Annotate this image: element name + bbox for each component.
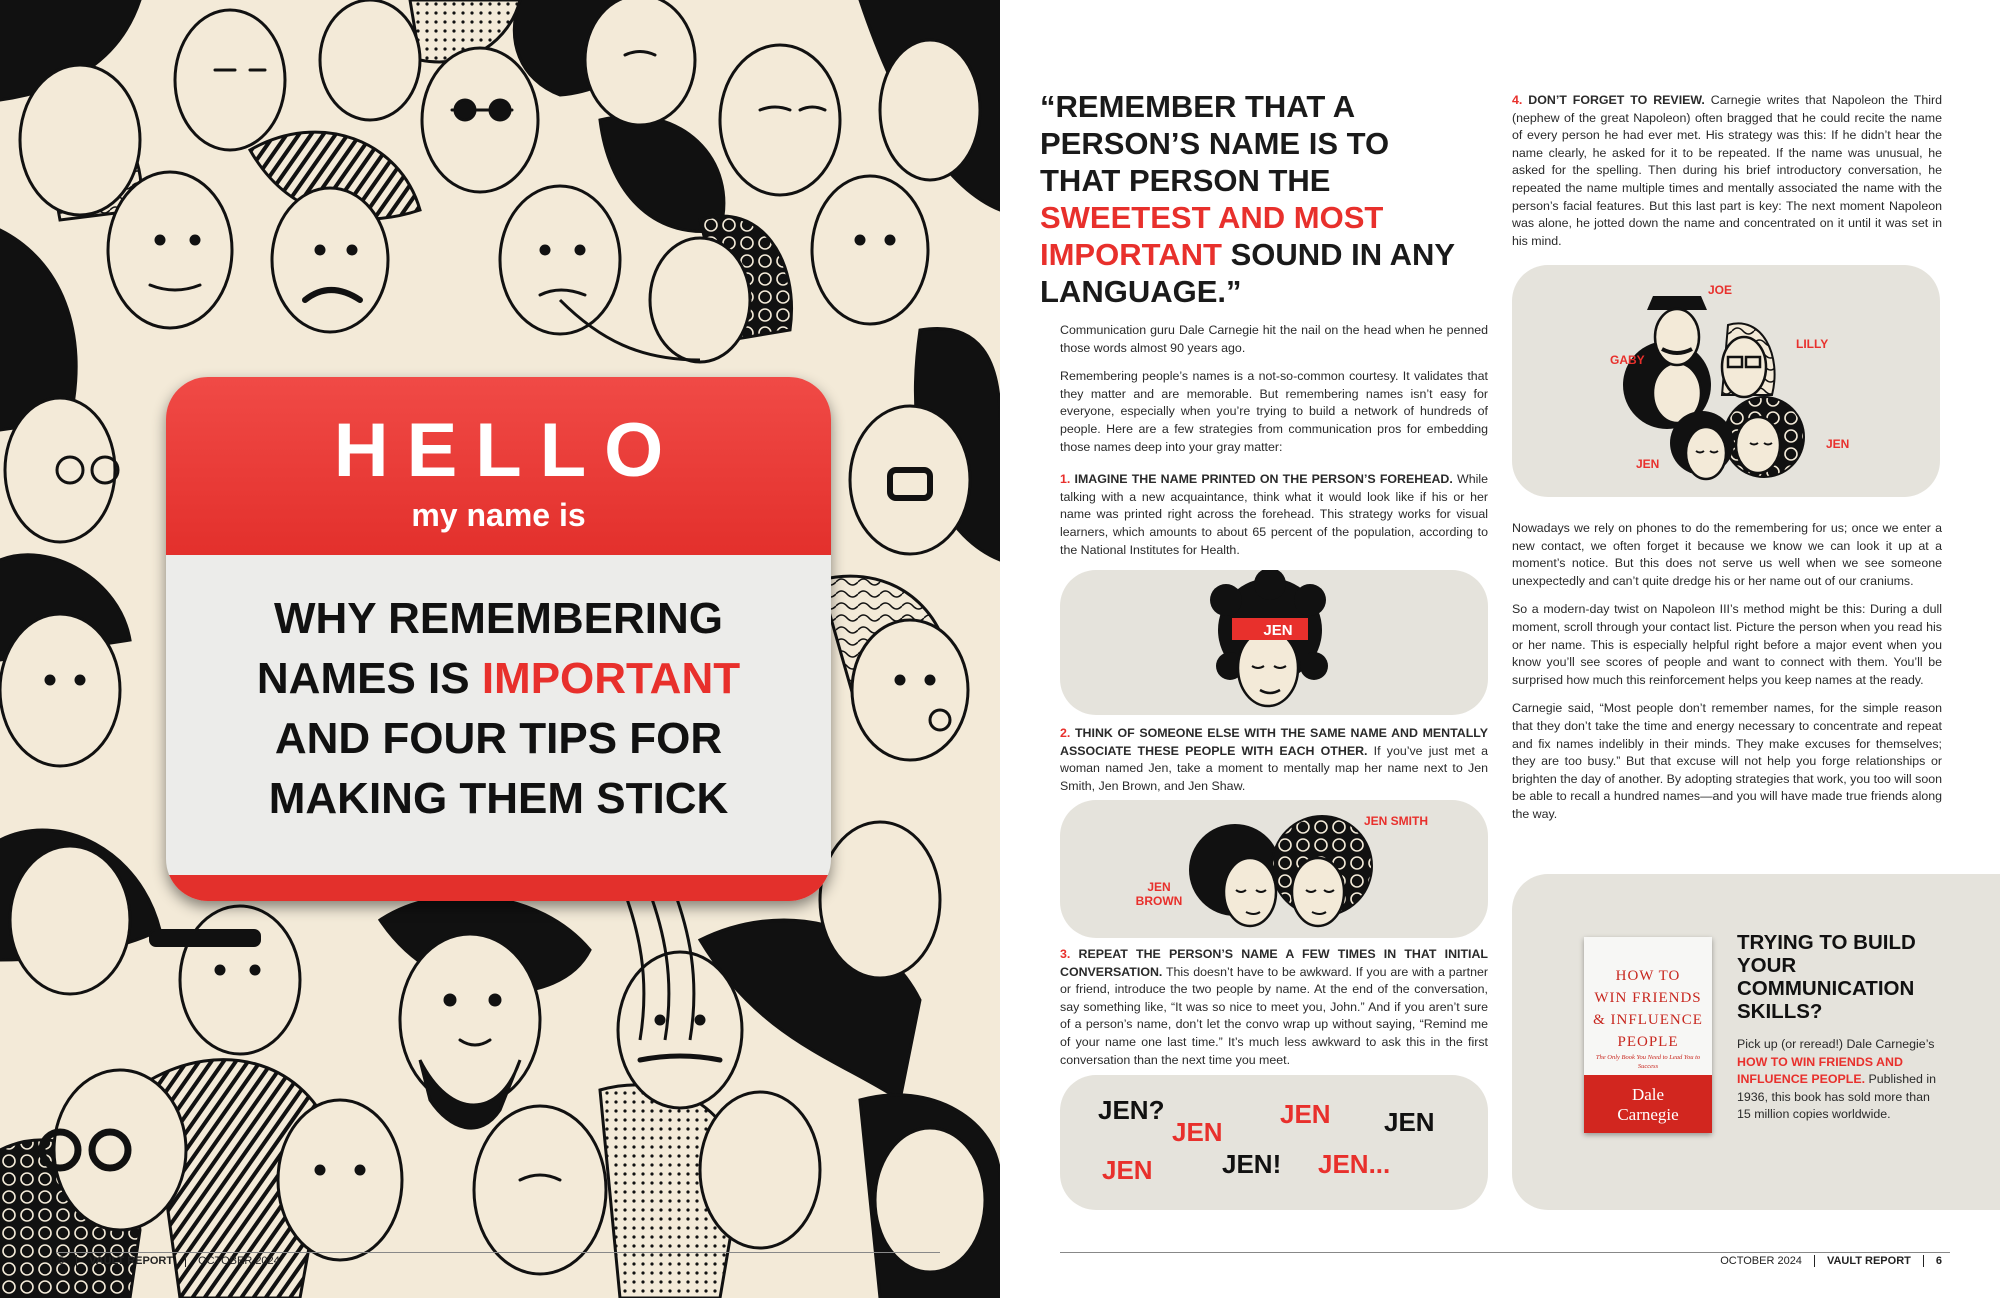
book-title-highlight: HOW TO WIN FRIENDS AND INFLUENCE PEOPLE. bbox=[1737, 1054, 1903, 1087]
tip-2 bbox=[1060, 725, 1488, 795]
gaby-label: GABY bbox=[1610, 353, 1645, 367]
tip-heading: THINK OF SOMEONE ELSE WITH THE SAME NAME AND MENTALLY ASSOCIATE THESE PEOPLE WITH EACH OTHER. bbox=[1060, 726, 1488, 758]
folio-divider bbox=[76, 1255, 77, 1267]
column-2-closing bbox=[1512, 520, 1942, 835]
footer-rule bbox=[1060, 1252, 1950, 1253]
group-faces-illustration bbox=[1512, 265, 1940, 497]
footer-rule bbox=[56, 1252, 940, 1253]
issue-date: OCTOBER 2024 bbox=[1720, 1255, 1802, 1267]
jen-word: JEN! bbox=[1222, 1149, 1282, 1179]
tip-2-block bbox=[1060, 725, 1488, 795]
jen-brown-label: JEN BROWN bbox=[1135, 880, 1183, 908]
jen-label: JEN bbox=[1636, 457, 1660, 471]
tip-body: This doesn’t have to be awkward. If you are with a partner or friend, introduce the two people by name. At the end of the conversation, say something like, “It was so nice to meet you, John.” And if you aren’t sure of a person’s name, don’t let the convo wrap up without saying, “Remind me of your name one last time.” It’s much less awkward to ask this in the first conversation than the next time you meet. bbox=[1060, 964, 1488, 1067]
right-folio bbox=[1720, 1255, 1942, 1267]
page-number: 5 bbox=[58, 1255, 65, 1267]
tip-body: If you’ve just met a woman named Jen, take a moment to mentally map her name next to Jen Smith, Jen Brown, and Jen Shaw. bbox=[1060, 743, 1488, 793]
jen-word: JEN bbox=[1102, 1155, 1153, 1185]
repeat-names-panel bbox=[1060, 1075, 1488, 1210]
book-author-band bbox=[1584, 1075, 1712, 1133]
jen-word: JEN bbox=[1384, 1107, 1435, 1137]
book-author-last: Carnegie bbox=[1617, 1105, 1679, 1124]
closing-paragraph: Carnegie said, “Most people don’t remember names, for the simple reason that they don’t take the time and energy necessary to concentrate and repeat and fix names indelibly in their minds. They make excuses for themselves; they are too busy.” But that excuse will not help you forge relationships or brighten the day of another. By adopting strategies that work, you too will soon be able to recall a hundred names—and you will have made true friends along the way. bbox=[1512, 701, 1942, 821]
column-1 bbox=[1060, 322, 1488, 570]
tip-number: 3. bbox=[1060, 947, 1071, 961]
tip-3-block bbox=[1060, 946, 1488, 1069]
name-tag-sticker bbox=[166, 377, 831, 901]
hello-heading: HELLO bbox=[333, 408, 682, 493]
tip-1 bbox=[1060, 471, 1488, 559]
headline-line-1: WHY REMEMBERING bbox=[274, 594, 723, 643]
book-author bbox=[1584, 1085, 1712, 1125]
jen-label: JEN bbox=[1826, 437, 1850, 451]
book-author-first: Dale bbox=[1631, 1085, 1665, 1104]
closing-paragraph: Nowadays we rely on phones to do the remembering for us; once we enter a new contact, we often forget it because we know we can look it up at a moment’s notice. But this does not serve us well when we see someone unexpectedly and can’t quite dredge his or her name out of our craniums. bbox=[1512, 521, 1942, 588]
headline-line-3: AND FOUR TIPS FOR bbox=[274, 714, 723, 763]
forehead-illustration-panel bbox=[1060, 570, 1488, 715]
tip-heading: DON’T FORGET TO REVIEW. bbox=[1528, 93, 1705, 107]
headline-line-2-text: NAMES IS bbox=[256, 654, 482, 703]
jen-word: JEN... bbox=[1318, 1149, 1391, 1179]
headline-highlight: IMPORTANT bbox=[481, 654, 741, 703]
tip-number: 1. bbox=[1060, 472, 1071, 487]
headline-line-2 bbox=[186, 649, 811, 709]
tip-heading: IMAGINE THE NAME PRINTED ON THE PERSON’S FOREHEAD. bbox=[1074, 472, 1453, 487]
book-cover-image bbox=[1584, 937, 1712, 1133]
name-tag-bottom-band bbox=[166, 875, 831, 901]
closing-paragraph: So a modern-day twist on Napoleon III’s method might be this: During a dull moment, scroll through your contact list. Picture the person when you read his or her name. This is especially helpful right before a major event when you know you’ll see scores of people and want to connect with them. You’ll be surprised how much this reinforcement helps you keep names at the ready. bbox=[1512, 602, 1942, 687]
book-title-line: HOW TO bbox=[1615, 968, 1681, 984]
page-number: 6 bbox=[1935, 1255, 1942, 1267]
my-name-is-label: my name is bbox=[411, 497, 586, 533]
tip-4 bbox=[1512, 92, 1942, 250]
pull-quote-close: SOUND IN ANY LANGUAGE.” bbox=[1040, 237, 1455, 309]
book-subtitle: The Only Book You Need to Lead You to Success bbox=[1595, 1054, 1701, 1070]
jen-word: JEN bbox=[1172, 1117, 1223, 1147]
tip-heading: REPEAT THE PERSON’S NAME A FEW TIMES IN THAT INITIAL CONVERSATION. bbox=[1060, 947, 1488, 979]
pull-quote bbox=[1040, 88, 1470, 310]
tip-number: 4. bbox=[1512, 93, 1523, 107]
column-2 bbox=[1512, 92, 1942, 250]
forehead-name-label: JEN bbox=[1263, 622, 1293, 639]
folio-divider bbox=[1923, 1255, 1924, 1267]
cta-body-text: Published in 1936, this book has sold more than 15 million copies worldwide. bbox=[1737, 1072, 1937, 1122]
publication-name: VAULT REPORT bbox=[1826, 1255, 1911, 1267]
lilly-label: LILLY bbox=[1796, 337, 1829, 351]
jen-word: JEN bbox=[1280, 1099, 1331, 1129]
intro-paragraph: Communication guru Dale Carnegie hit the nail on the head when he penned those words almost 90 years ago. bbox=[1060, 323, 1488, 355]
headline-line-4: MAKING THEM STICK bbox=[268, 774, 729, 823]
forehead-face-illustration bbox=[1060, 570, 1488, 715]
cta-body bbox=[1737, 1036, 1937, 1124]
tip-3 bbox=[1060, 946, 1488, 1069]
jen-smith-label: JEN SMITH bbox=[1364, 814, 1429, 828]
intro-paragraph: Remembering people’s names is a not-so-common courtesy. It validates that they matter and are memorable. But remembering names isn’t easy for everyone, especially when you’re trying to build a network of hundreds of people. Here are a few strategies from communication pros for embedding those names deep into your gray matter: bbox=[1060, 369, 1488, 454]
folio-divider bbox=[1814, 1255, 1815, 1267]
tip-body: Carnegie writes that Napoleon the Third (nephew of the great Napoleon) often bragged that he could recite the name of every person he had ever met. His strategy was this: If he didn’t hear the name clearly, he asked for it to be repeated. If the name was unusual, he asked for the spelling. Then during his brief introductory conversation, he repeated the name multiple times and mentally associated the name with the person’s facial features. But this last part is key: The next moment Napoleon was alone, he jotted down the name and concentrated on it until it was set in his mind. bbox=[1512, 93, 1942, 248]
pull-quote-highlight: SWEETEST AND MOST IMPORTANT bbox=[1040, 200, 1384, 272]
issue-date: OCTOBER 2024 bbox=[198, 1255, 280, 1267]
article-headline bbox=[186, 589, 811, 829]
book-title-line: & INFLUENCE bbox=[1593, 1012, 1703, 1028]
association-illustration-panel bbox=[1060, 800, 1488, 938]
jen-word: JEN? bbox=[1098, 1095, 1165, 1125]
book-title-line: WIN FRIENDS bbox=[1594, 990, 1702, 1006]
joe-label: JOE bbox=[1708, 283, 1733, 297]
book-callout-panel bbox=[1512, 874, 2000, 1210]
group-names-panel bbox=[1512, 265, 1940, 497]
cta-title: TRYING TO BUILD YOUR COMMUNICATION SKILLS? bbox=[1737, 931, 1916, 1023]
left-folio bbox=[58, 1255, 280, 1267]
publication-name: VAULT REPORT bbox=[89, 1255, 174, 1267]
pull-quote-open: “REMEMBER THAT A PERSON’S NAME IS TO THAT PERSON THE bbox=[1040, 89, 1390, 198]
tip-number: 2. bbox=[1060, 726, 1071, 740]
tip-body: While talking with a new acquaintance, think what it would look like if his or her name was printed right across the forehead. This strategy works for visual learners, which amounts to about 65 percent of the population, according to the National Institutes for Health. bbox=[1060, 472, 1488, 557]
folio-divider bbox=[185, 1255, 186, 1267]
cta-body-text: Pick up (or reread!) Dale Carnegie’s bbox=[1737, 1037, 1935, 1051]
book-title-line: PEOPLE bbox=[1617, 1034, 1679, 1050]
